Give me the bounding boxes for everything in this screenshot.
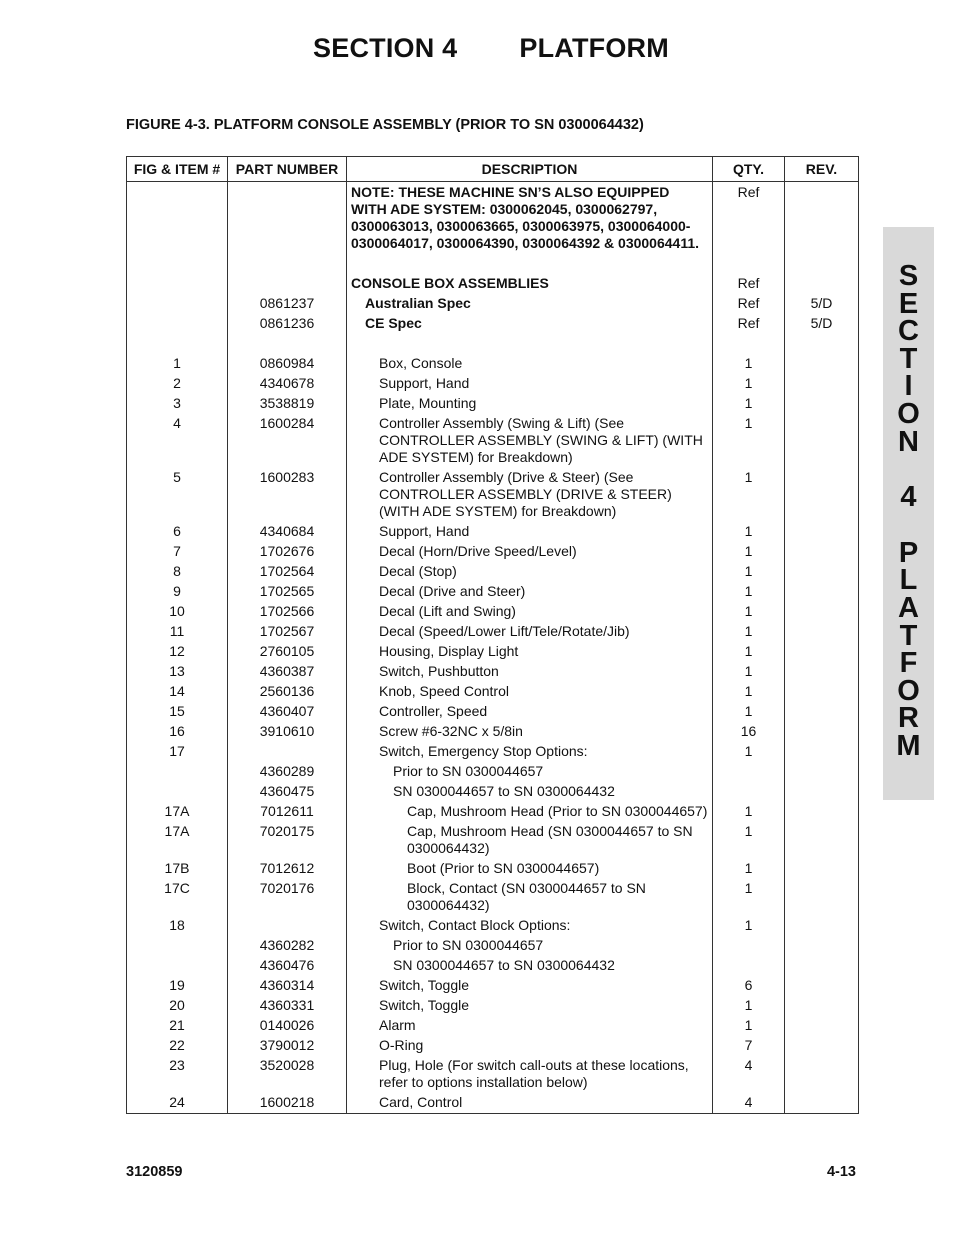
part-number-cell <box>228 254 347 274</box>
item-cell <box>127 314 228 334</box>
rev-cell <box>785 782 859 802</box>
rev-cell <box>785 522 859 542</box>
qty-cell: Ref <box>713 314 785 334</box>
qty-cell <box>713 782 785 802</box>
qty-cell <box>713 254 785 274</box>
part-number-cell: 7012611 <box>228 802 347 822</box>
page-title <box>0 33 954 64</box>
item-cell: 10 <box>127 602 228 622</box>
part-number-cell <box>228 742 347 762</box>
rev-cell <box>785 1036 859 1056</box>
description-cell: CE Spec <box>347 314 713 334</box>
description-cell: Decal (Lift and Swing) <box>347 602 713 622</box>
parts-table <box>126 156 859 1114</box>
rev-cell <box>785 822 859 859</box>
item-cell <box>127 936 228 956</box>
qty-cell: Ref <box>713 182 785 254</box>
table-row <box>127 394 859 414</box>
rev-cell <box>785 374 859 394</box>
part-number-cell: 0860984 <box>228 354 347 374</box>
rev-cell <box>785 1016 859 1036</box>
part-number-cell <box>228 916 347 936</box>
part-number-cell: 4340678 <box>228 374 347 394</box>
side-tab-letter: R <box>898 702 919 735</box>
part-number-cell: 2560136 <box>228 682 347 702</box>
rev-cell <box>785 802 859 822</box>
part-number-cell: 7020175 <box>228 822 347 859</box>
part-number-cell: 7020176 <box>228 879 347 916</box>
qty-cell: 7 <box>713 1036 785 1056</box>
part-number-cell <box>228 274 347 294</box>
description-cell: Knob, Speed Control <box>347 682 713 702</box>
part-number-cell: 1600283 <box>228 468 347 522</box>
item-cell <box>127 294 228 314</box>
item-cell: 5 <box>127 468 228 522</box>
item-cell: 3 <box>127 394 228 414</box>
table-row <box>127 294 859 314</box>
item-cell: 17 <box>127 742 228 762</box>
part-number-cell: 1702564 <box>228 562 347 582</box>
side-tab-letter: M <box>896 729 921 762</box>
rev-cell <box>785 996 859 1016</box>
table-row <box>127 916 859 936</box>
document-number: 3120859 <box>126 1164 183 1180</box>
table-row <box>127 1016 859 1036</box>
qty-cell: 1 <box>713 822 785 859</box>
table-row <box>127 274 859 294</box>
side-tab-letters <box>883 260 934 762</box>
table-row <box>127 582 859 602</box>
qty-cell: 1 <box>713 916 785 936</box>
qty-cell <box>713 936 785 956</box>
item-cell: 15 <box>127 702 228 722</box>
qty-cell: Ref <box>713 274 785 294</box>
column-header-qty: QTY. <box>713 157 785 182</box>
description-cell: CONSOLE BOX ASSEMBLIES <box>347 274 713 294</box>
table-row <box>127 996 859 1016</box>
rev-cell <box>785 394 859 414</box>
table-row <box>127 742 859 762</box>
table-row <box>127 314 859 334</box>
item-cell: 23 <box>127 1056 228 1093</box>
rev-cell <box>785 622 859 642</box>
qty-cell: 1 <box>713 602 785 622</box>
side-tab-letter: O <box>897 674 920 707</box>
table-row <box>127 762 859 782</box>
part-number-cell <box>228 182 347 254</box>
qty-cell: 16 <box>713 722 785 742</box>
qty-cell: 1 <box>713 354 785 374</box>
description-cell: SN 0300044657 to SN 0300064432 <box>347 956 713 976</box>
part-number-cell: 4360282 <box>228 936 347 956</box>
table-row <box>127 662 859 682</box>
item-cell <box>127 956 228 976</box>
description-cell: Decal (Drive and Steer) <box>347 582 713 602</box>
qty-cell <box>713 334 785 354</box>
section-side-tab <box>883 227 934 800</box>
description-cell: Plug, Hole (For switch call-outs at these locations, refer to options installation below) <box>347 1056 713 1093</box>
description-cell: NOTE: THESE MACHINE SN’S ALSO EQUIPPED WITH ADE SYSTEM: 0300062045, 0300062797, 0300063013, 0300063665, 0300063975, 0300064000-0300064017, 0300064390, 0300064392 & 0300064411. <box>347 182 713 254</box>
part-number-cell: 0861236 <box>228 314 347 334</box>
rev-cell <box>785 414 859 468</box>
qty-cell <box>713 762 785 782</box>
qty-cell: 1 <box>713 468 785 522</box>
table-row <box>127 1036 859 1056</box>
item-cell: 8 <box>127 562 228 582</box>
side-tab-letter: P <box>898 536 919 569</box>
item-cell <box>127 762 228 782</box>
item-cell: 24 <box>127 1093 228 1114</box>
item-cell: 22 <box>127 1036 228 1056</box>
rev-cell <box>785 976 859 996</box>
item-cell <box>127 182 228 254</box>
rev-cell <box>785 254 859 274</box>
item-cell: 14 <box>127 682 228 702</box>
part-number-cell: 4360331 <box>228 996 347 1016</box>
rev-cell <box>785 1056 859 1093</box>
part-number-cell: 1702676 <box>228 542 347 562</box>
table-row <box>127 642 859 662</box>
description-cell: Controller Assembly (Drive & Steer) (See CONTROLLER ASSEMBLY (DRIVE & STEER) (WITH ADE SYSTEM) for Breakdown) <box>347 468 713 522</box>
qty-cell: 1 <box>713 702 785 722</box>
qty-cell: 1 <box>713 859 785 879</box>
table-row <box>127 956 859 976</box>
table-row <box>127 414 859 468</box>
table-header-row <box>127 157 859 182</box>
qty-cell <box>713 956 785 976</box>
table-row <box>127 976 859 996</box>
item-cell: 17A <box>127 822 228 859</box>
description-cell: Support, Hand <box>347 374 713 394</box>
part-number-cell: 3910610 <box>228 722 347 742</box>
part-number-cell: 4340684 <box>228 522 347 542</box>
description-cell: Decal (Stop) <box>347 562 713 582</box>
side-tab-letter: E <box>898 287 919 320</box>
side-tab-letter: F <box>899 647 918 680</box>
side-tab-gap <box>883 512 934 540</box>
part-number-cell: 3790012 <box>228 1036 347 1056</box>
description-cell: Switch, Toggle <box>347 976 713 996</box>
description-cell: Switch, Pushbutton <box>347 662 713 682</box>
qty-cell: 1 <box>713 802 785 822</box>
side-tab-letter: T <box>899 342 918 375</box>
page-number: 4-13 <box>826 1164 856 1180</box>
item-cell <box>127 334 228 354</box>
part-number-cell <box>228 334 347 354</box>
table-row <box>127 182 859 254</box>
spacer-row <box>127 254 859 274</box>
side-tab-gap <box>883 456 934 484</box>
table-row <box>127 722 859 742</box>
column-header-item: FIG & ITEM # <box>127 157 228 182</box>
table-row <box>127 702 859 722</box>
rev-cell <box>785 879 859 916</box>
description-cell: Decal (Speed/Lower Lift/Tele/Rotate/Jib) <box>347 622 713 642</box>
side-tab-letter: C <box>898 315 919 348</box>
rev-cell <box>785 602 859 622</box>
description-cell: Decal (Horn/Drive Speed/Level) <box>347 542 713 562</box>
section-label: SECTION 4 <box>313 33 458 63</box>
item-cell <box>127 254 228 274</box>
description-cell: Support, Hand <box>347 522 713 542</box>
item-cell: 20 <box>127 996 228 1016</box>
rev-cell <box>785 742 859 762</box>
rev-cell <box>785 936 859 956</box>
rev-cell <box>785 682 859 702</box>
description-cell: Alarm <box>347 1016 713 1036</box>
column-header-description: DESCRIPTION <box>347 157 713 182</box>
table-row <box>127 879 859 916</box>
side-tab-letter: N <box>898 425 919 458</box>
description-cell: Cap, Mushroom Head (SN 0300044657 to SN 0300064432) <box>347 822 713 859</box>
description-cell: Card, Control <box>347 1093 713 1114</box>
item-cell: 4 <box>127 414 228 468</box>
rev-cell <box>785 1093 859 1114</box>
rev-cell <box>785 334 859 354</box>
column-header-rev: REV. <box>785 157 859 182</box>
description-cell: Controller Assembly (Swing & Lift) (See CONTROLLER ASSEMBLY (SWING & LIFT) (WITH ADE SYSTEM) for Breakdown) <box>347 414 713 468</box>
qty-cell: 1 <box>713 394 785 414</box>
description-cell: Box, Console <box>347 354 713 374</box>
part-number-cell: 4360387 <box>228 662 347 682</box>
rev-cell <box>785 542 859 562</box>
item-cell: 17A <box>127 802 228 822</box>
part-number-cell: 4360407 <box>228 702 347 722</box>
part-number-cell: 3520028 <box>228 1056 347 1093</box>
description-cell <box>347 254 713 274</box>
description-cell: Housing, Display Light <box>347 642 713 662</box>
rev-cell <box>785 916 859 936</box>
side-tab-letter: A <box>898 591 919 624</box>
description-cell: Switch, Emergency Stop Options: <box>347 742 713 762</box>
part-number-cell: 2760105 <box>228 642 347 662</box>
table-row <box>127 782 859 802</box>
qty-cell: 1 <box>713 879 785 916</box>
rev-cell <box>785 274 859 294</box>
part-number-cell: 1702566 <box>228 602 347 622</box>
section-name: PLATFORM <box>519 33 669 63</box>
rev-cell <box>785 468 859 522</box>
table-row <box>127 822 859 859</box>
qty-cell: 1 <box>713 662 785 682</box>
item-cell: 2 <box>127 374 228 394</box>
rev-cell <box>785 702 859 722</box>
rev-cell: 5/D <box>785 294 859 314</box>
qty-cell: 1 <box>713 996 785 1016</box>
qty-cell: 1 <box>713 374 785 394</box>
column-header-part-number: PART NUMBER <box>228 157 347 182</box>
rev-cell <box>785 562 859 582</box>
qty-cell: 1 <box>713 682 785 702</box>
table-row <box>127 542 859 562</box>
item-cell: 16 <box>127 722 228 742</box>
item-cell: 21 <box>127 1016 228 1036</box>
side-tab-letter: S <box>898 260 919 292</box>
qty-cell: 1 <box>713 582 785 602</box>
part-number-cell: 4360475 <box>228 782 347 802</box>
item-cell <box>127 782 228 802</box>
description-cell <box>347 334 713 354</box>
part-number-cell: 1600284 <box>228 414 347 468</box>
item-cell: 13 <box>127 662 228 682</box>
item-cell <box>127 274 228 294</box>
item-cell: 17B <box>127 859 228 879</box>
item-cell: 18 <box>127 916 228 936</box>
qty-cell: 1 <box>713 562 785 582</box>
rev-cell <box>785 762 859 782</box>
rev-cell <box>785 956 859 976</box>
part-number-cell: 4360476 <box>228 956 347 976</box>
description-cell: Plate, Mounting <box>347 394 713 414</box>
qty-cell: 1 <box>713 542 785 562</box>
description-cell: Block, Contact (SN 0300044657 to SN 0300064432) <box>347 879 713 916</box>
qty-cell: 4 <box>713 1093 785 1114</box>
qty-cell: 1 <box>713 414 785 468</box>
part-number-cell: 4360314 <box>228 976 347 996</box>
part-number-cell: 7012612 <box>228 859 347 879</box>
part-number-cell: 0140026 <box>228 1016 347 1036</box>
description-cell: Boot (Prior to SN 0300044657) <box>347 859 713 879</box>
qty-cell: 1 <box>713 1016 785 1036</box>
table-row <box>127 936 859 956</box>
item-cell: 7 <box>127 542 228 562</box>
part-number-cell: 4360289 <box>228 762 347 782</box>
description-cell: Australian Spec <box>347 294 713 314</box>
part-number-cell: 1702565 <box>228 582 347 602</box>
item-cell: 1 <box>127 354 228 374</box>
description-cell: Prior to SN 0300044657 <box>347 936 713 956</box>
part-number-cell: 3538819 <box>228 394 347 414</box>
part-number-cell: 1600218 <box>228 1093 347 1114</box>
rev-cell <box>785 662 859 682</box>
rev-cell: 5/D <box>785 314 859 334</box>
item-cell: 12 <box>127 642 228 662</box>
table-row <box>127 1056 859 1093</box>
side-tab-letter: 4 <box>900 481 917 514</box>
qty-cell: 1 <box>713 522 785 542</box>
table-row <box>127 802 859 822</box>
qty-cell: 1 <box>713 742 785 762</box>
part-number-cell: 1702567 <box>228 622 347 642</box>
item-cell: 17C <box>127 879 228 916</box>
qty-cell: 4 <box>713 1056 785 1093</box>
side-tab-letter: L <box>899 564 918 597</box>
table-row <box>127 562 859 582</box>
side-tab-letter: O <box>897 397 920 430</box>
rev-cell <box>785 642 859 662</box>
qty-cell: 1 <box>713 622 785 642</box>
table-row <box>127 622 859 642</box>
qty-cell: Ref <box>713 294 785 314</box>
description-cell: Screw #6-32NC x 5/8in <box>347 722 713 742</box>
rev-cell <box>785 859 859 879</box>
spacer-row <box>127 334 859 354</box>
description-cell: SN 0300044657 to SN 0300064432 <box>347 782 713 802</box>
table-row <box>127 468 859 522</box>
table-row <box>127 522 859 542</box>
item-cell: 6 <box>127 522 228 542</box>
item-cell: 11 <box>127 622 228 642</box>
item-cell: 19 <box>127 976 228 996</box>
description-cell: O-Ring <box>347 1036 713 1056</box>
description-cell: Prior to SN 0300044657 <box>347 762 713 782</box>
rev-cell <box>785 182 859 254</box>
qty-cell: 1 <box>713 642 785 662</box>
side-tab-letter: T <box>899 619 918 652</box>
table-row <box>127 682 859 702</box>
parts-table-body <box>127 182 859 1114</box>
qty-cell: 6 <box>713 976 785 996</box>
table-row <box>127 374 859 394</box>
table-row <box>127 602 859 622</box>
table-row <box>127 859 859 879</box>
rev-cell <box>785 722 859 742</box>
side-tab-letter: I <box>904 370 913 403</box>
description-cell: Cap, Mushroom Head (Prior to SN 0300044657) <box>347 802 713 822</box>
rev-cell <box>785 582 859 602</box>
description-cell: Controller, Speed <box>347 702 713 722</box>
description-cell: Switch, Contact Block Options: <box>347 916 713 936</box>
rev-cell <box>785 354 859 374</box>
part-number-cell: 0861237 <box>228 294 347 314</box>
item-cell: 9 <box>127 582 228 602</box>
figure-title: FIGURE 4-3. PLATFORM CONSOLE ASSEMBLY (PRIOR TO SN 0300064432) <box>126 117 644 133</box>
table-row <box>127 1093 859 1114</box>
description-cell: Switch, Toggle <box>347 996 713 1016</box>
table-row <box>127 354 859 374</box>
